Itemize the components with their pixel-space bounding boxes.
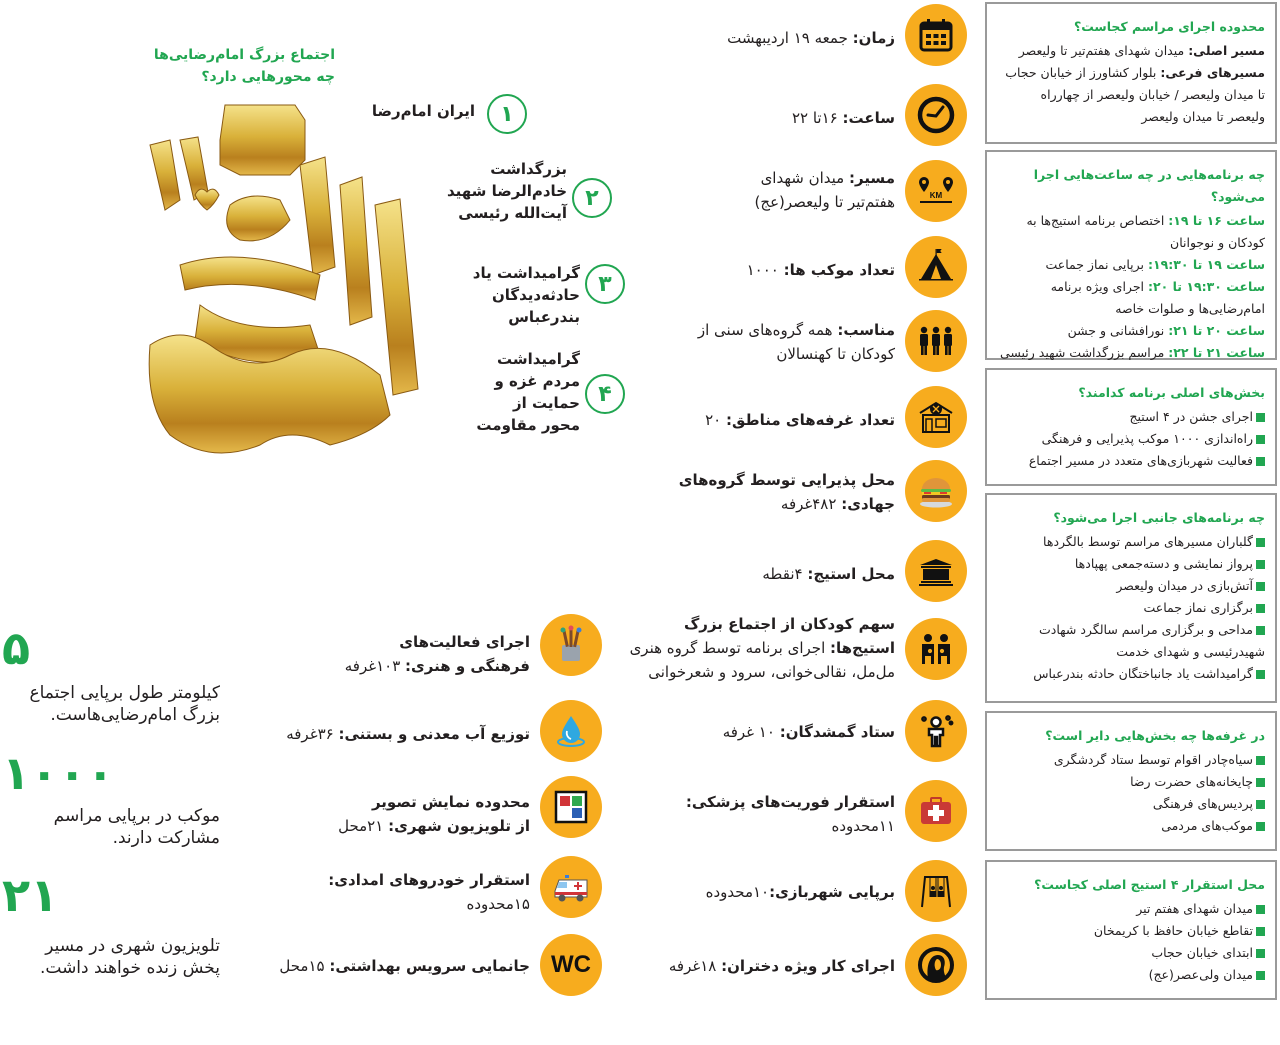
value: ۱۱محدوده bbox=[831, 817, 895, 835]
axis-number-4: ۴ bbox=[585, 374, 625, 414]
stat-line: موکب در برپایی مراسم bbox=[53, 806, 220, 826]
clock-icon bbox=[905, 84, 967, 146]
first-aid-icon bbox=[905, 780, 967, 842]
label: مسیر: bbox=[848, 169, 895, 187]
label: مسیرهای فرعی: bbox=[1160, 65, 1265, 80]
time: ساعت ۲۱ تا ۲۲: bbox=[1168, 345, 1265, 360]
list-item bbox=[995, 619, 1265, 641]
bullet-icon bbox=[1256, 971, 1265, 980]
desc: اجرای ویژه برنامه bbox=[1050, 279, 1148, 294]
desc: امام‌رضایی‌ها و صلوات خاصه bbox=[1115, 301, 1265, 316]
label: مناسب: bbox=[837, 321, 895, 339]
tent-icon bbox=[905, 236, 967, 298]
headline-line: اجتماع بزرگ امام‌رضایی‌ها bbox=[153, 47, 335, 63]
headline-line: چه محورهایی دارد؟ bbox=[201, 69, 335, 85]
desc: اختصاص برنامه استیج‌ها به bbox=[1026, 213, 1169, 228]
list-item bbox=[995, 428, 1265, 450]
route-km-icon bbox=[905, 160, 967, 222]
axis-line: گرامیداشت یاد bbox=[472, 264, 580, 282]
label: ساعت: bbox=[842, 109, 895, 127]
water-item bbox=[286, 722, 530, 746]
list-item bbox=[995, 942, 1265, 964]
list-item bbox=[995, 749, 1265, 771]
time: ساعت ۱۹ تا ۱۹:۳۰: bbox=[1148, 257, 1265, 272]
value: کودکان تا کهنسالان bbox=[776, 345, 895, 363]
value: هفتم‌تیر تا ولیعصر(عج) bbox=[754, 193, 895, 211]
item-text: اجرای جشن در ۴ استیج bbox=[1129, 409, 1253, 424]
burger-icon bbox=[905, 460, 967, 522]
item-text: مداحی و برگزاری مراسم سالگرد شهادت bbox=[1039, 622, 1253, 637]
axis-4-text bbox=[476, 348, 580, 436]
item-text: میدان ولی‌عصر(عج) bbox=[1148, 967, 1253, 982]
stat-text-km bbox=[2, 682, 220, 726]
urban-tv-item bbox=[338, 790, 530, 838]
value: میدان شهدای bbox=[760, 169, 849, 187]
desc: نورافشانی و جشن bbox=[1067, 323, 1169, 338]
stage-icon bbox=[905, 540, 967, 602]
date-item bbox=[727, 26, 895, 50]
stages-box bbox=[985, 860, 1277, 1000]
stat-text-tv bbox=[2, 935, 220, 979]
axis-line: مردم غزه و bbox=[494, 372, 580, 390]
list-item bbox=[995, 531, 1265, 553]
paintbrush-icon bbox=[540, 614, 602, 676]
item-text: گرامیداشت یاد جانباختگان حادثه بندرعباس bbox=[1033, 666, 1253, 681]
item-text: پرواز نمایشی و دسته‌جمعی پهپادها bbox=[1074, 556, 1253, 571]
stat-line: بزرگ امام‌رضایی‌هاست. bbox=[50, 705, 220, 725]
label: تعداد موکب ها: bbox=[783, 261, 895, 279]
value: همه گروه‌های سنی از bbox=[697, 321, 838, 339]
label: توزیع آب معدنی و بستنی: bbox=[338, 725, 530, 743]
value: ۱۰۰۰ bbox=[746, 261, 784, 279]
axis-line: حادثه‌دیدگان bbox=[491, 286, 580, 304]
list-item bbox=[995, 450, 1265, 472]
label: فرهنگی و هنری: bbox=[405, 657, 530, 675]
box-title: چه برنامه‌های جانبی اجرا می‌شود؟ bbox=[1053, 510, 1265, 525]
axis-number-3: ۳ bbox=[585, 264, 625, 304]
restaurant-icon bbox=[905, 386, 967, 448]
mokebs-count-item bbox=[747, 258, 895, 282]
bullet-icon bbox=[1256, 560, 1265, 569]
label: محل استیج: bbox=[807, 565, 895, 583]
bullet-icon bbox=[1256, 435, 1265, 444]
woman-icon bbox=[905, 934, 967, 996]
list-item bbox=[995, 575, 1265, 597]
bullet-icon bbox=[1256, 822, 1265, 831]
reception-item bbox=[679, 468, 895, 516]
value: ۴نقطه bbox=[762, 565, 808, 583]
ambulance-icon bbox=[540, 856, 602, 918]
list-item bbox=[995, 663, 1265, 685]
side-programs-box bbox=[985, 493, 1277, 703]
item-text: گلباران مسیرهای مراسم توسط بالگردها bbox=[1043, 534, 1253, 549]
box-title: محدوده اجرای مراسم کجاست؟ bbox=[1073, 19, 1265, 34]
stat-number-mokeb: ۱۰۰۰ bbox=[2, 746, 115, 800]
amusement-item bbox=[706, 880, 895, 904]
axis-number-2: ۲ bbox=[572, 178, 612, 218]
label: زمان: bbox=[852, 29, 895, 47]
bullet-icon bbox=[1256, 756, 1265, 765]
list-item bbox=[995, 553, 1265, 575]
wc-icon bbox=[540, 934, 602, 996]
value: اجرای برنامه توسط گروه هنری bbox=[629, 639, 831, 657]
bullet-icon bbox=[1256, 604, 1265, 613]
children-item bbox=[630, 612, 895, 684]
emergency-vehicles-item bbox=[328, 868, 530, 916]
list-item bbox=[995, 793, 1265, 815]
cultural-activities-item bbox=[345, 630, 530, 678]
stat-line: کیلومتر طول برپایی اجتماع bbox=[29, 683, 220, 703]
value: ۱۰محدوده bbox=[705, 883, 770, 901]
toilets-item bbox=[279, 954, 530, 978]
people-icon bbox=[905, 310, 967, 372]
text-line: ولیعصر تا میدان ولیعصر bbox=[1141, 109, 1265, 124]
desc: کودکان و نوجوانان bbox=[1170, 235, 1265, 250]
list-item bbox=[995, 815, 1265, 837]
bullet-icon bbox=[1256, 582, 1265, 591]
list-item bbox=[995, 920, 1265, 942]
stat-text-mokeb bbox=[2, 805, 220, 849]
item-text: فعالیت شهربازی‌های متعدد در مسیر اجتماع bbox=[1028, 453, 1253, 468]
bullet-icon bbox=[1256, 626, 1265, 635]
stat-number-tv: ۲۱ bbox=[2, 868, 59, 922]
stat-line: پخش زنده خواهند داشت. bbox=[39, 958, 220, 978]
lost-people-item bbox=[723, 720, 895, 744]
value: ۱۰۳غرفه bbox=[344, 657, 406, 675]
value: ۳۶غرفه bbox=[286, 725, 339, 743]
value: ۱۶تا ۲۲ bbox=[791, 109, 843, 127]
bullet-icon bbox=[1256, 413, 1265, 422]
value: جمعه ۱۹ اردیبهشت bbox=[727, 29, 853, 47]
list-item bbox=[995, 406, 1265, 428]
item-text: موکب‌های مردمی bbox=[1161, 818, 1253, 833]
label: محل پذیرایی توسط گروه‌های bbox=[678, 471, 895, 489]
axis-line: بزرگداشت bbox=[490, 160, 567, 178]
axis-line: گرامیداشت bbox=[496, 350, 580, 368]
item-text: راه‌اندازی ۱۰۰۰ موکب پذیرایی و فرهنگی bbox=[1041, 431, 1253, 446]
axis-3-text bbox=[473, 262, 580, 328]
booths-box bbox=[985, 711, 1277, 851]
value: ۱۵محل bbox=[279, 957, 330, 975]
bullet-icon bbox=[1256, 800, 1265, 809]
item-text: تقاطع خیابان حافظ با کریمخان bbox=[1093, 923, 1253, 938]
box-title: در غرفه‌ها چه بخش‌هایی دایر است؟ bbox=[1045, 728, 1265, 743]
label: سهم کودکان از اجتماع بزرگ bbox=[683, 615, 895, 633]
label: از تلویزیون شهری: bbox=[388, 817, 530, 835]
hours-item bbox=[792, 106, 895, 130]
label: استقرار فوریت‌های پزشکی: bbox=[685, 793, 895, 811]
item-text: آتش‌بازی در میدان ولیعصر bbox=[1116, 578, 1253, 593]
bullet-icon bbox=[1256, 949, 1265, 958]
axis-line: حمایت از bbox=[512, 394, 580, 412]
lost-child-icon bbox=[905, 700, 967, 762]
value: مل‌مل، نقالی‌خوانی، سرود و شعرخوانی bbox=[648, 663, 895, 681]
girls-item bbox=[669, 954, 895, 978]
value: میدان شهدای هفتم‌تیر تا ولیعصر bbox=[1018, 43, 1189, 58]
axis-2-text bbox=[447, 158, 567, 224]
time: ساعت ۱۹:۳۰ تا ۲۰: bbox=[1148, 279, 1265, 294]
value: بلوار کشاورز از خیابان حجاب bbox=[1005, 65, 1161, 80]
box-title: بخش‌های اصلی برنامه کدامند؟ bbox=[1078, 385, 1265, 400]
value: ۱۸غرفه bbox=[668, 957, 722, 975]
box-title: چه برنامه‌هایی در چه ساعت‌هایی اجرا می‌شود؟ bbox=[1033, 167, 1265, 204]
list-item bbox=[995, 964, 1265, 986]
medical-item bbox=[686, 790, 895, 838]
item-text: ابتدای خیابان حجاب bbox=[1151, 945, 1253, 960]
list-item bbox=[995, 597, 1265, 619]
box-title: محل استقرار ۴ استیج اصلی کجاست؟ bbox=[1034, 877, 1265, 892]
label: جانمایی سرویس بهداشتی: bbox=[329, 957, 530, 975]
time: ساعت ۲۰ تا ۲۱: bbox=[1168, 323, 1265, 338]
item-text: پردیس‌های فرهنگی bbox=[1152, 796, 1253, 811]
screen-icon bbox=[540, 776, 602, 838]
schedule-box bbox=[985, 150, 1277, 360]
axis-line: محور مقاومت bbox=[476, 416, 580, 434]
item-text: شهیدرئیسی و شهدای خدمت bbox=[1116, 644, 1265, 659]
headline bbox=[145, 44, 335, 88]
bullet-icon bbox=[1256, 927, 1265, 936]
label: محدوده نمایش تصویر bbox=[371, 793, 530, 811]
gold-calligraphy-logo bbox=[140, 95, 440, 460]
bullet-icon bbox=[1256, 538, 1265, 547]
axis-line: بندرعباس bbox=[508, 308, 580, 326]
label: اجرای کار ویژه دختران: bbox=[721, 957, 895, 975]
item-text: چایخانه‌های حضرت رضا bbox=[1130, 774, 1253, 789]
calendar-icon bbox=[905, 4, 967, 66]
label: تعداد غرفه‌های مناطق: bbox=[725, 411, 895, 429]
value: ۱۰ غرفه bbox=[722, 723, 780, 741]
bullet-icon bbox=[1256, 905, 1265, 914]
label: مسیر اصلی: bbox=[1188, 43, 1265, 58]
value: ۴۸۲غرفه bbox=[780, 495, 842, 513]
main-sections-box bbox=[985, 368, 1277, 486]
svg-text:KM: KM bbox=[929, 191, 943, 200]
wc-label: WC bbox=[551, 951, 591, 978]
time: ساعت ۱۶ تا ۱۹: bbox=[1168, 213, 1265, 228]
axis-line: آیت‌الله رئیسی bbox=[458, 204, 567, 222]
stage-location-item bbox=[762, 562, 895, 586]
item-text: برگزاری نماز جماعت bbox=[1143, 600, 1253, 615]
family-icon bbox=[905, 618, 967, 680]
label: اجرای فعالیت‌های bbox=[399, 633, 530, 651]
region-booths-item bbox=[705, 408, 895, 432]
route-item bbox=[755, 166, 895, 214]
desc: مراسم بزرگداشت شهید رئیسی bbox=[999, 345, 1169, 360]
axis-line: خادم‌الرضا شهید bbox=[446, 182, 567, 200]
desc: برپایی نماز جماعت bbox=[1045, 257, 1148, 272]
label: استقرار خودروهای امدادی: bbox=[328, 871, 530, 889]
water-drop-icon bbox=[540, 700, 602, 762]
swing-icon bbox=[905, 860, 967, 922]
text-line: تا میدان ولیعصر / خیابان ولیعصر از چهارراه bbox=[1040, 87, 1265, 102]
stat-line: مشارکت دارند. bbox=[112, 828, 220, 848]
value: ۲۰ bbox=[705, 411, 726, 429]
bullet-icon bbox=[1256, 778, 1265, 787]
value: ۱۵محدوده bbox=[466, 895, 530, 913]
item-text: سیاه‌چادر اقوام توسط ستاد گردشگری bbox=[1053, 752, 1253, 767]
label: استیج‌ها: bbox=[830, 639, 895, 657]
stat-number-km: ۵ bbox=[2, 621, 31, 675]
bullet-icon bbox=[1256, 670, 1265, 679]
audience-item bbox=[698, 318, 895, 366]
label: ستاد گمشدگان: bbox=[779, 723, 895, 741]
axis-1-text bbox=[372, 100, 475, 122]
label: برپایی شهربازی: bbox=[769, 883, 895, 901]
axis-number-1: ۱ bbox=[487, 94, 527, 134]
list-item bbox=[995, 771, 1265, 793]
item-text: میدان شهدای هفتم تیر bbox=[1136, 901, 1253, 916]
list-item bbox=[995, 898, 1265, 920]
location-box bbox=[985, 2, 1277, 144]
stat-line: تلویزیون شهری در مسیر bbox=[45, 936, 220, 956]
value: ۲۱محل bbox=[338, 817, 389, 835]
label: جهادی: bbox=[841, 495, 895, 513]
axis-line: ایران امام‌رضا bbox=[371, 102, 475, 120]
bullet-icon bbox=[1256, 457, 1265, 466]
